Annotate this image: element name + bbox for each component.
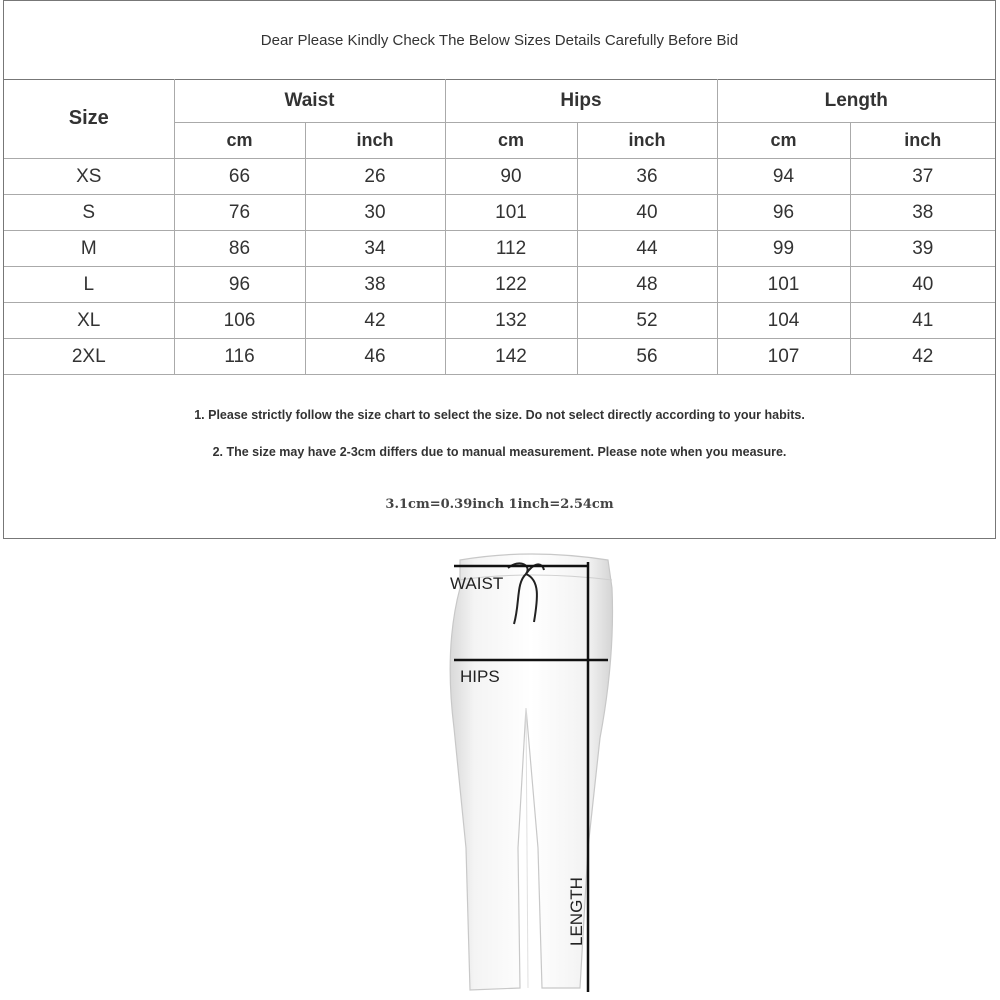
measure-cell: 122 [445, 267, 577, 303]
hips-header: Hips [445, 79, 717, 123]
table-row [4, 267, 995, 303]
waist-label: WAIST [450, 574, 504, 593]
size-cell: L [4, 267, 174, 303]
unit-header: inch [305, 123, 445, 159]
size-table [4, 79, 995, 375]
length-header: Length [717, 79, 995, 123]
measure-cell: 104 [717, 303, 850, 339]
size-cell: M [4, 231, 174, 267]
measure-cell: 94 [717, 159, 850, 195]
table-row [4, 231, 995, 267]
waist-header: Waist [174, 79, 445, 123]
unit-header: cm [174, 123, 305, 159]
measure-cell: 56 [577, 339, 717, 375]
unit-header: cm [717, 123, 850, 159]
measure-cell: 42 [850, 339, 995, 375]
measure-cell: 48 [577, 267, 717, 303]
measure-cell: 76 [174, 195, 305, 231]
unit-header: inch [850, 123, 995, 159]
pants-diagram [430, 548, 630, 1000]
table-row [4, 303, 995, 339]
measure-cell: 101 [717, 267, 850, 303]
measure-cell: 34 [305, 231, 445, 267]
length-label: LENGTH [567, 877, 586, 946]
measure-cell: 107 [717, 339, 850, 375]
hips-label: HIPS [460, 667, 500, 686]
measure-cell: 46 [305, 339, 445, 375]
size-header: Size [4, 79, 174, 159]
measure-cell: 38 [850, 195, 995, 231]
unit-header: cm [445, 123, 577, 159]
measure-cell: 116 [174, 339, 305, 375]
measure-cell: 42 [305, 303, 445, 339]
conversion-note: 3.1cm=0.39inch 1inch=2.54cm [385, 497, 614, 512]
measure-cell: 101 [445, 195, 577, 231]
measure-cell: 86 [174, 231, 305, 267]
notes-section [4, 381, 995, 538]
measure-cell: 106 [174, 303, 305, 339]
header-note: Dear Please Kindly Check The Below Sizes Details Carefully Before Bid [4, 1, 995, 80]
measure-cell: 30 [305, 195, 445, 231]
measure-cell: 44 [577, 231, 717, 267]
measure-cell: 36 [577, 159, 717, 195]
table-row [4, 339, 995, 375]
measure-cell: 40 [577, 195, 717, 231]
measure-cell: 132 [445, 303, 577, 339]
table-row [4, 195, 995, 231]
note-2: 2. The size may have 2-3cm differs due to manual measurement. Please note when you measure. [212, 445, 787, 459]
size-cell: XS [4, 159, 174, 195]
measure-cell: 38 [305, 267, 445, 303]
size-cell: 2XL [4, 339, 174, 375]
size-cell: S [4, 195, 174, 231]
measure-cell: 39 [850, 231, 995, 267]
measure-cell: 142 [445, 339, 577, 375]
measure-cell: 66 [174, 159, 305, 195]
measure-cell: 96 [717, 195, 850, 231]
unit-header: inch [577, 123, 717, 159]
note-1: 1. Please strictly follow the size chart to select the size. Do not select directly according to your habits. [194, 408, 805, 422]
measure-cell: 37 [850, 159, 995, 195]
measure-cell: 41 [850, 303, 995, 339]
measure-cell: 90 [445, 159, 577, 195]
measure-cell: 112 [445, 231, 577, 267]
measure-cell: 26 [305, 159, 445, 195]
measure-cell: 52 [577, 303, 717, 339]
measure-cell: 96 [174, 267, 305, 303]
size-cell: XL [4, 303, 174, 339]
measure-cell: 99 [717, 231, 850, 267]
measure-cell: 40 [850, 267, 995, 303]
table-row [4, 159, 995, 195]
size-chart [3, 0, 996, 539]
